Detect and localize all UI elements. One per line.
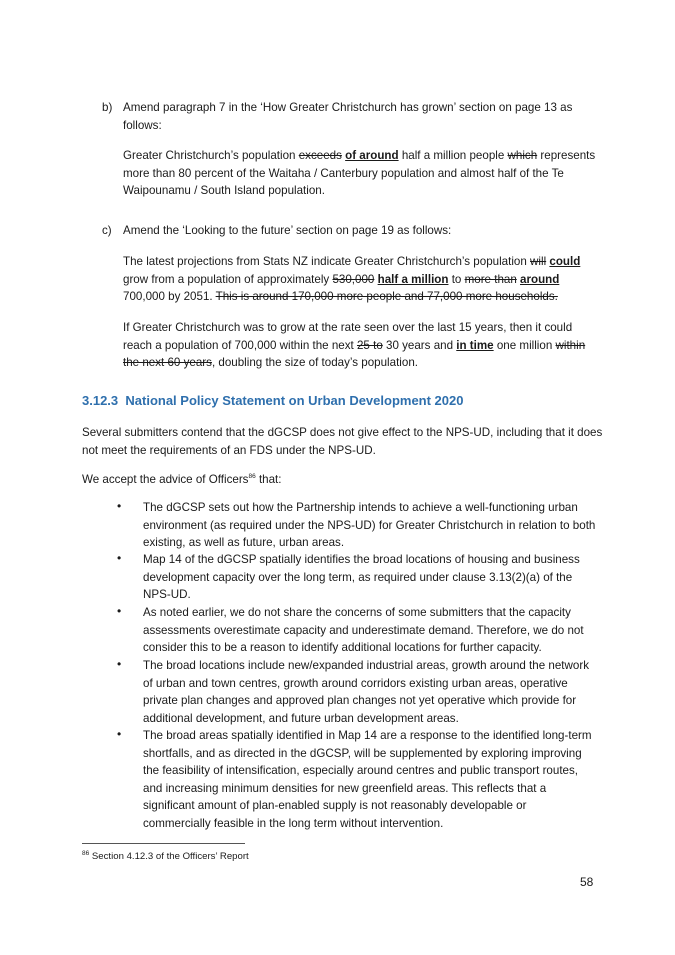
bullet-icon: •	[117, 727, 122, 741]
footnote-number: 86	[82, 849, 90, 857]
bullet-text	[143, 499, 613, 552]
text-run: one million	[493, 338, 556, 352]
footnote-separator	[82, 843, 245, 844]
bullet-line: The dGCSP sets out how the Partnership intends to achieve a well-functioning urban	[143, 501, 578, 514]
text-run: Greater Christchurch’s population	[123, 149, 299, 162]
deleted-text: 530,000	[332, 272, 375, 286]
bullet-line: and increasing minimum densities for new greenfield areas. This reflects that a	[143, 781, 547, 795]
list-marker-c: c)	[102, 224, 112, 237]
bullet-icon: •	[117, 551, 122, 565]
deleted-text: within	[555, 338, 586, 352]
item-c-para2-line1: If Greater Christchurch was to grow at the rate seen over the last 15 years, then it could	[123, 321, 573, 334]
page-number: 58	[580, 875, 594, 889]
item-c-para1-line3	[123, 288, 603, 306]
item-b-instruction-line2: follows:	[123, 118, 162, 132]
text-run: grow from a population of approximately	[123, 272, 333, 286]
section-intro-line1: Several submitters contend that the dGCSP does not give effect to the NPS-UD, including that it does	[82, 426, 603, 439]
deleted-text: 25 to	[356, 338, 383, 352]
inserted-text: around	[520, 272, 560, 286]
text-run: half a million people	[398, 149, 508, 162]
bullet-text	[143, 604, 613, 657]
item-c-paragraph-2	[123, 319, 603, 372]
item-b-amended-paragraph	[123, 147, 603, 200]
bullet-text	[143, 551, 613, 604]
list-marker-b: b)	[102, 101, 113, 114]
bullet-icon: •	[117, 657, 122, 671]
bullet-line: The broad locations include new/expanded industrial areas, growth around the network	[143, 659, 589, 672]
bullet-icon: •	[117, 604, 122, 618]
text-run: reach a population of 700,000 within the next	[123, 338, 357, 352]
deleted-text: will	[530, 255, 547, 268]
bullet-line: The broad areas spatially identified in Map 14 are a response to the identified long-term	[143, 729, 592, 742]
text-run: 30 years and	[382, 338, 457, 352]
item-b-amended-line2: more than 80 percent of the Waitaha / Canterbury population and almost half of the Te	[123, 166, 564, 180]
section-heading	[82, 392, 602, 410]
bullet-line: additional development, and future urban development areas.	[143, 711, 459, 725]
bullet-line: NPS-UD.	[143, 588, 191, 601]
section-intro-paragraph	[82, 424, 607, 459]
footnote-reference[interactable]: 86	[248, 473, 256, 481]
text-run: We accept the advice of Officers	[82, 473, 249, 486]
text-run: The latest projections from Stats NZ indicate Greater Christchurch’s population	[123, 255, 531, 268]
inserted-text: could	[549, 255, 581, 268]
text-run: that:	[255, 473, 282, 486]
bullet-line: Map 14 of the dGCSP spatially identifies the broad locations of housing and business	[143, 553, 580, 566]
bullet-line: existing, as well as future, urban areas.	[143, 536, 345, 549]
bullet-icon: •	[117, 499, 122, 513]
item-c-para1-line2	[123, 271, 603, 289]
text-run: , doubling the size of today’s population.	[211, 356, 418, 369]
footnote	[82, 850, 249, 863]
inserted-text: half a million	[377, 272, 449, 286]
deleted-text: the next 60 years	[123, 356, 212, 369]
deleted-text: This is around 170,000 more people and 77,000 more households.	[215, 290, 558, 303]
bullet-line: the feasibility of intensification, especially around centres and public transport routes,	[143, 764, 579, 777]
item-c-para1-line1	[123, 253, 603, 271]
bullet-line: private plan changes and approved plan changes not yet operative which provide for	[143, 694, 577, 707]
bullet-line: consider this to be a reason to identify additional locations for further capacity.	[143, 641, 542, 654]
bullet-line: of urban and town centres, growth around corridors existing urban areas, operative	[143, 676, 568, 690]
item-c-para2-line3	[123, 354, 603, 372]
section-intro-line2: not meet the requirements of an FDS under the NPS-UD.	[82, 443, 376, 457]
deleted-text: which	[507, 149, 538, 162]
section-title: National Policy Statement on Urban Development 2020	[125, 393, 464, 408]
item-c-instruction: Amend the ‘Looking to the future’ section on page 19 as follows:	[123, 224, 452, 237]
bullet-text	[143, 727, 613, 832]
inserted-text: of around	[345, 149, 399, 162]
bullet-line: As noted earlier, we do not share the concerns of some submitters that the capacity	[143, 606, 571, 619]
bullet-line: assessments overestimate capacity and underestimate demand. Therefore, we do not	[143, 623, 584, 637]
item-b-instruction	[123, 99, 603, 134]
bullet-line: development capacity over the long term, as required under clause 3.13(2)(a) of the	[143, 570, 573, 584]
text-run: 700,000 by 2051.	[123, 290, 216, 303]
text-run: to	[448, 272, 465, 286]
text-run: represents	[537, 149, 596, 162]
deleted-text: more than	[464, 272, 517, 286]
section-number: 3.12.3	[82, 393, 119, 408]
item-c-paragraph-1	[123, 253, 603, 306]
inserted-text: in time	[456, 338, 494, 352]
bullet-text	[143, 657, 613, 727]
item-c-para2-line2	[123, 337, 603, 355]
accept-advice-line	[82, 471, 602, 489]
item-b-amended-line3: Waipounamu / South Island population.	[123, 184, 325, 197]
footnote-text: Section 4.12.3 of the Officers’ Report	[89, 851, 249, 862]
item-b-instruction-line1: Amend paragraph 7 in the ‘How Greater Christchurch has grown’ section on page 13 as	[123, 101, 573, 114]
bullet-line: environment (as required under the NPS-UD) for Greater Christchurch in relation to both	[143, 518, 596, 532]
bullet-line: significant amount of plan-enabled supply is not reasonably developable or	[143, 799, 527, 812]
deleted-text: exceeds	[298, 149, 342, 162]
item-b-amended-line1	[123, 147, 603, 165]
bullet-line: commercially feasible in the long term without intervention.	[143, 816, 444, 830]
bullet-line: shortfalls, and as directed in the dGCSP, will be supplemented by exploring improving	[143, 746, 582, 760]
